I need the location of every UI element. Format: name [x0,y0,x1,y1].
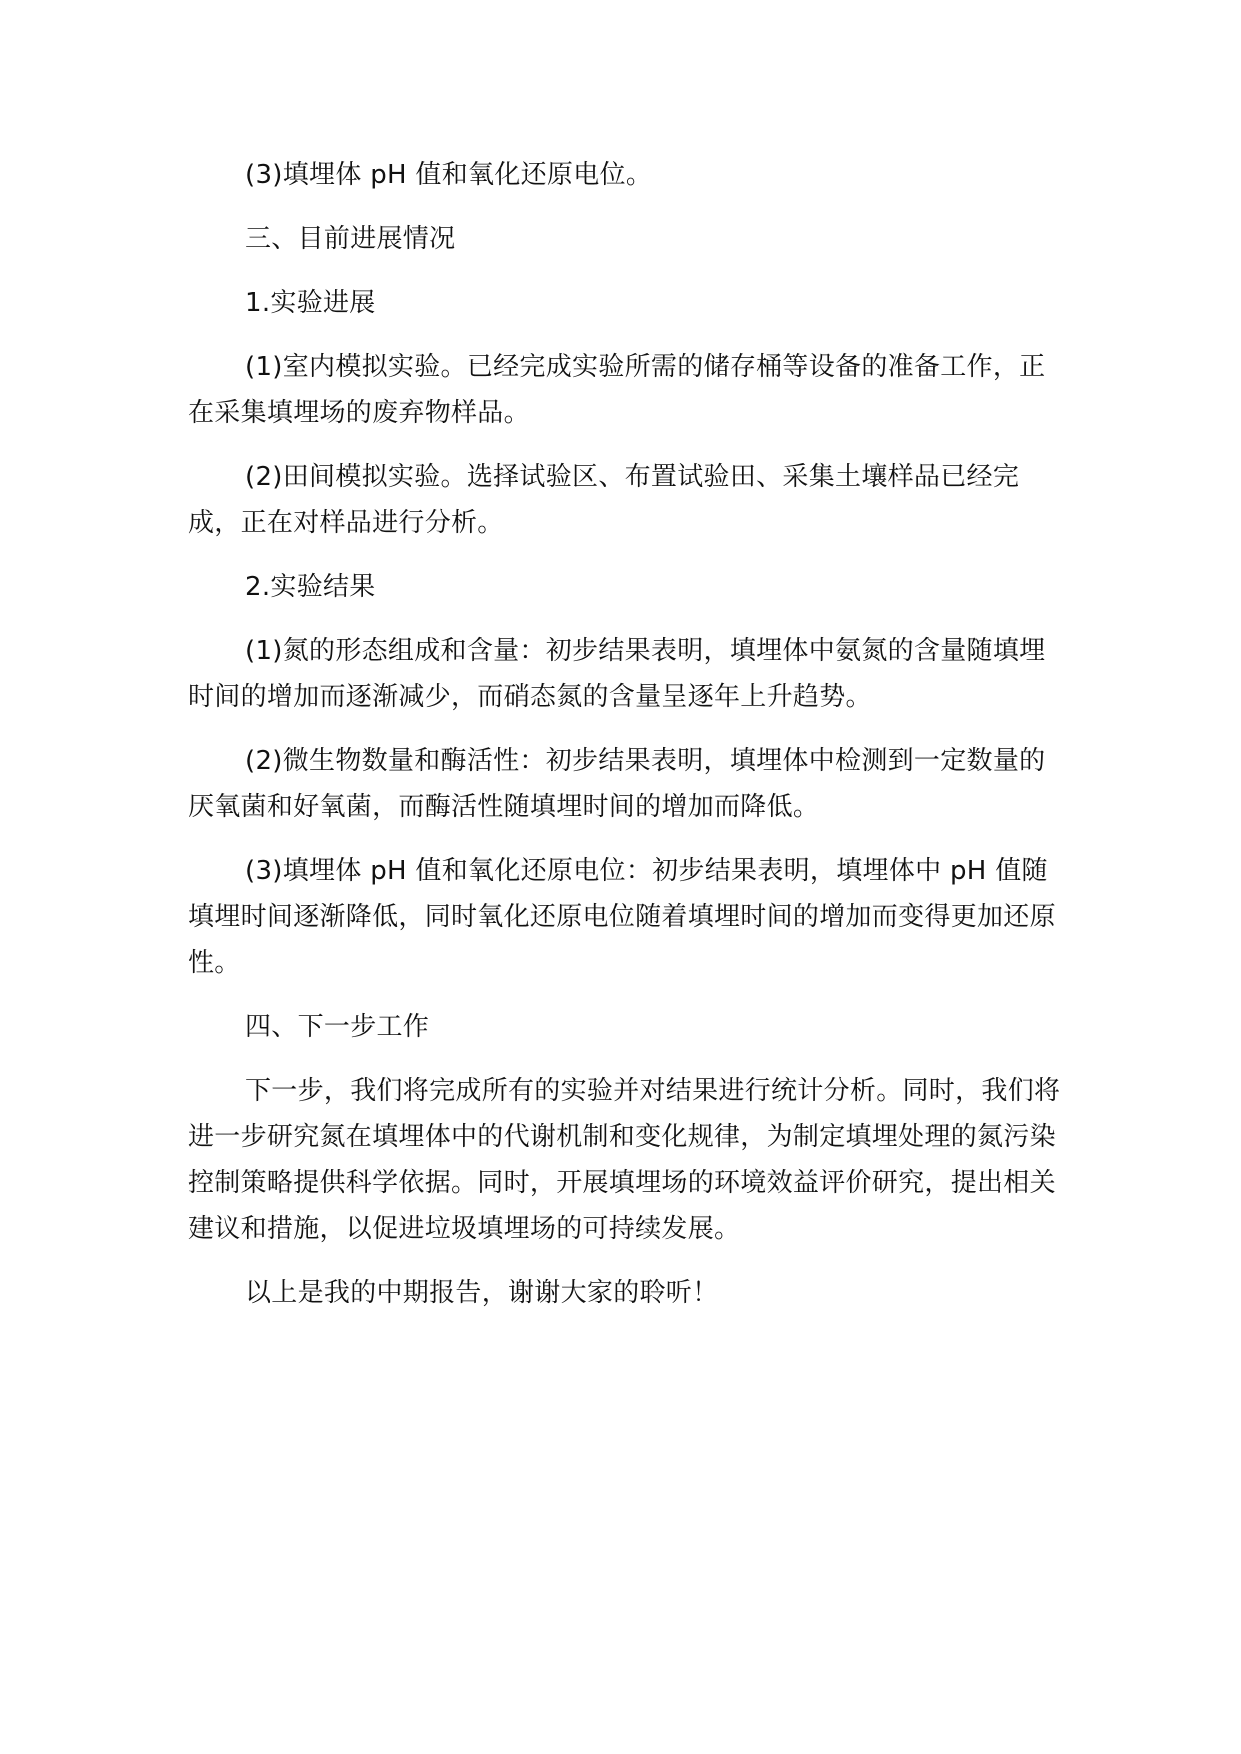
section-heading-next-steps: 四、下一步工作 [245,1012,430,1042]
section-heading-progress: 三、目前进展情况 [245,224,456,254]
subheading-experiment-results: 2.实验结果 [245,572,376,602]
document-body [188,152,1064,1334]
paragraph-nitrogen-results: (1)氮的形态组成和含量：初步结果表明，填埋体中氨氮的含量随填埋时间的增加而逐渐减少，而硝态氮的含量呈逐年上升趋势。 [188,636,1046,712]
paragraph-field-simulation: (2)田间模拟实验。选择试验区、布置试验田、采集土壤样品已经完成，正在对样品进行分析。 [188,462,1020,538]
paragraph-ph-results: (3)填埋体 pH 值和氧化还原电位：初步结果表明，填埋体中 pH 值随填埋时间逐渐降低，同时氧化还原电位随着填埋时间的增加而变得更加还原性。 [188,856,1056,978]
paragraph-microbe-results: (2)微生物数量和酶活性：初步结果表明，填埋体中检测到一定数量的厌氧菌和好氧菌，而酶活性随填埋时间的增加而降低。 [188,746,1046,822]
paragraph-indoor-simulation: (1)室内模拟实验。已经完成实验所需的储存桶等设备的准备工作，正在采集填埋场的废弃物样品。 [188,352,1046,428]
paragraph-ph-heading-item: (3)填埋体 pH 值和氧化还原电位。 [245,160,653,190]
paragraph-closing: 以上是我的中期报告，谢谢大家的聆听！ [245,1278,719,1308]
subheading-experiment-progress: 1.实验进展 [245,288,376,318]
paragraph-next-steps: 下一步，我们将完成所有的实验并对结果进行统计分析。同时，我们将进一步研究氮在填埋体中的代谢机制和变化规律，为制定填埋处理的氮污染控制策略提供科学依据。同时，开展填埋场的环境效益评价研究，提出相关建议和措施，以促进垃圾填埋场的可持续发展。 [188,1076,1061,1244]
